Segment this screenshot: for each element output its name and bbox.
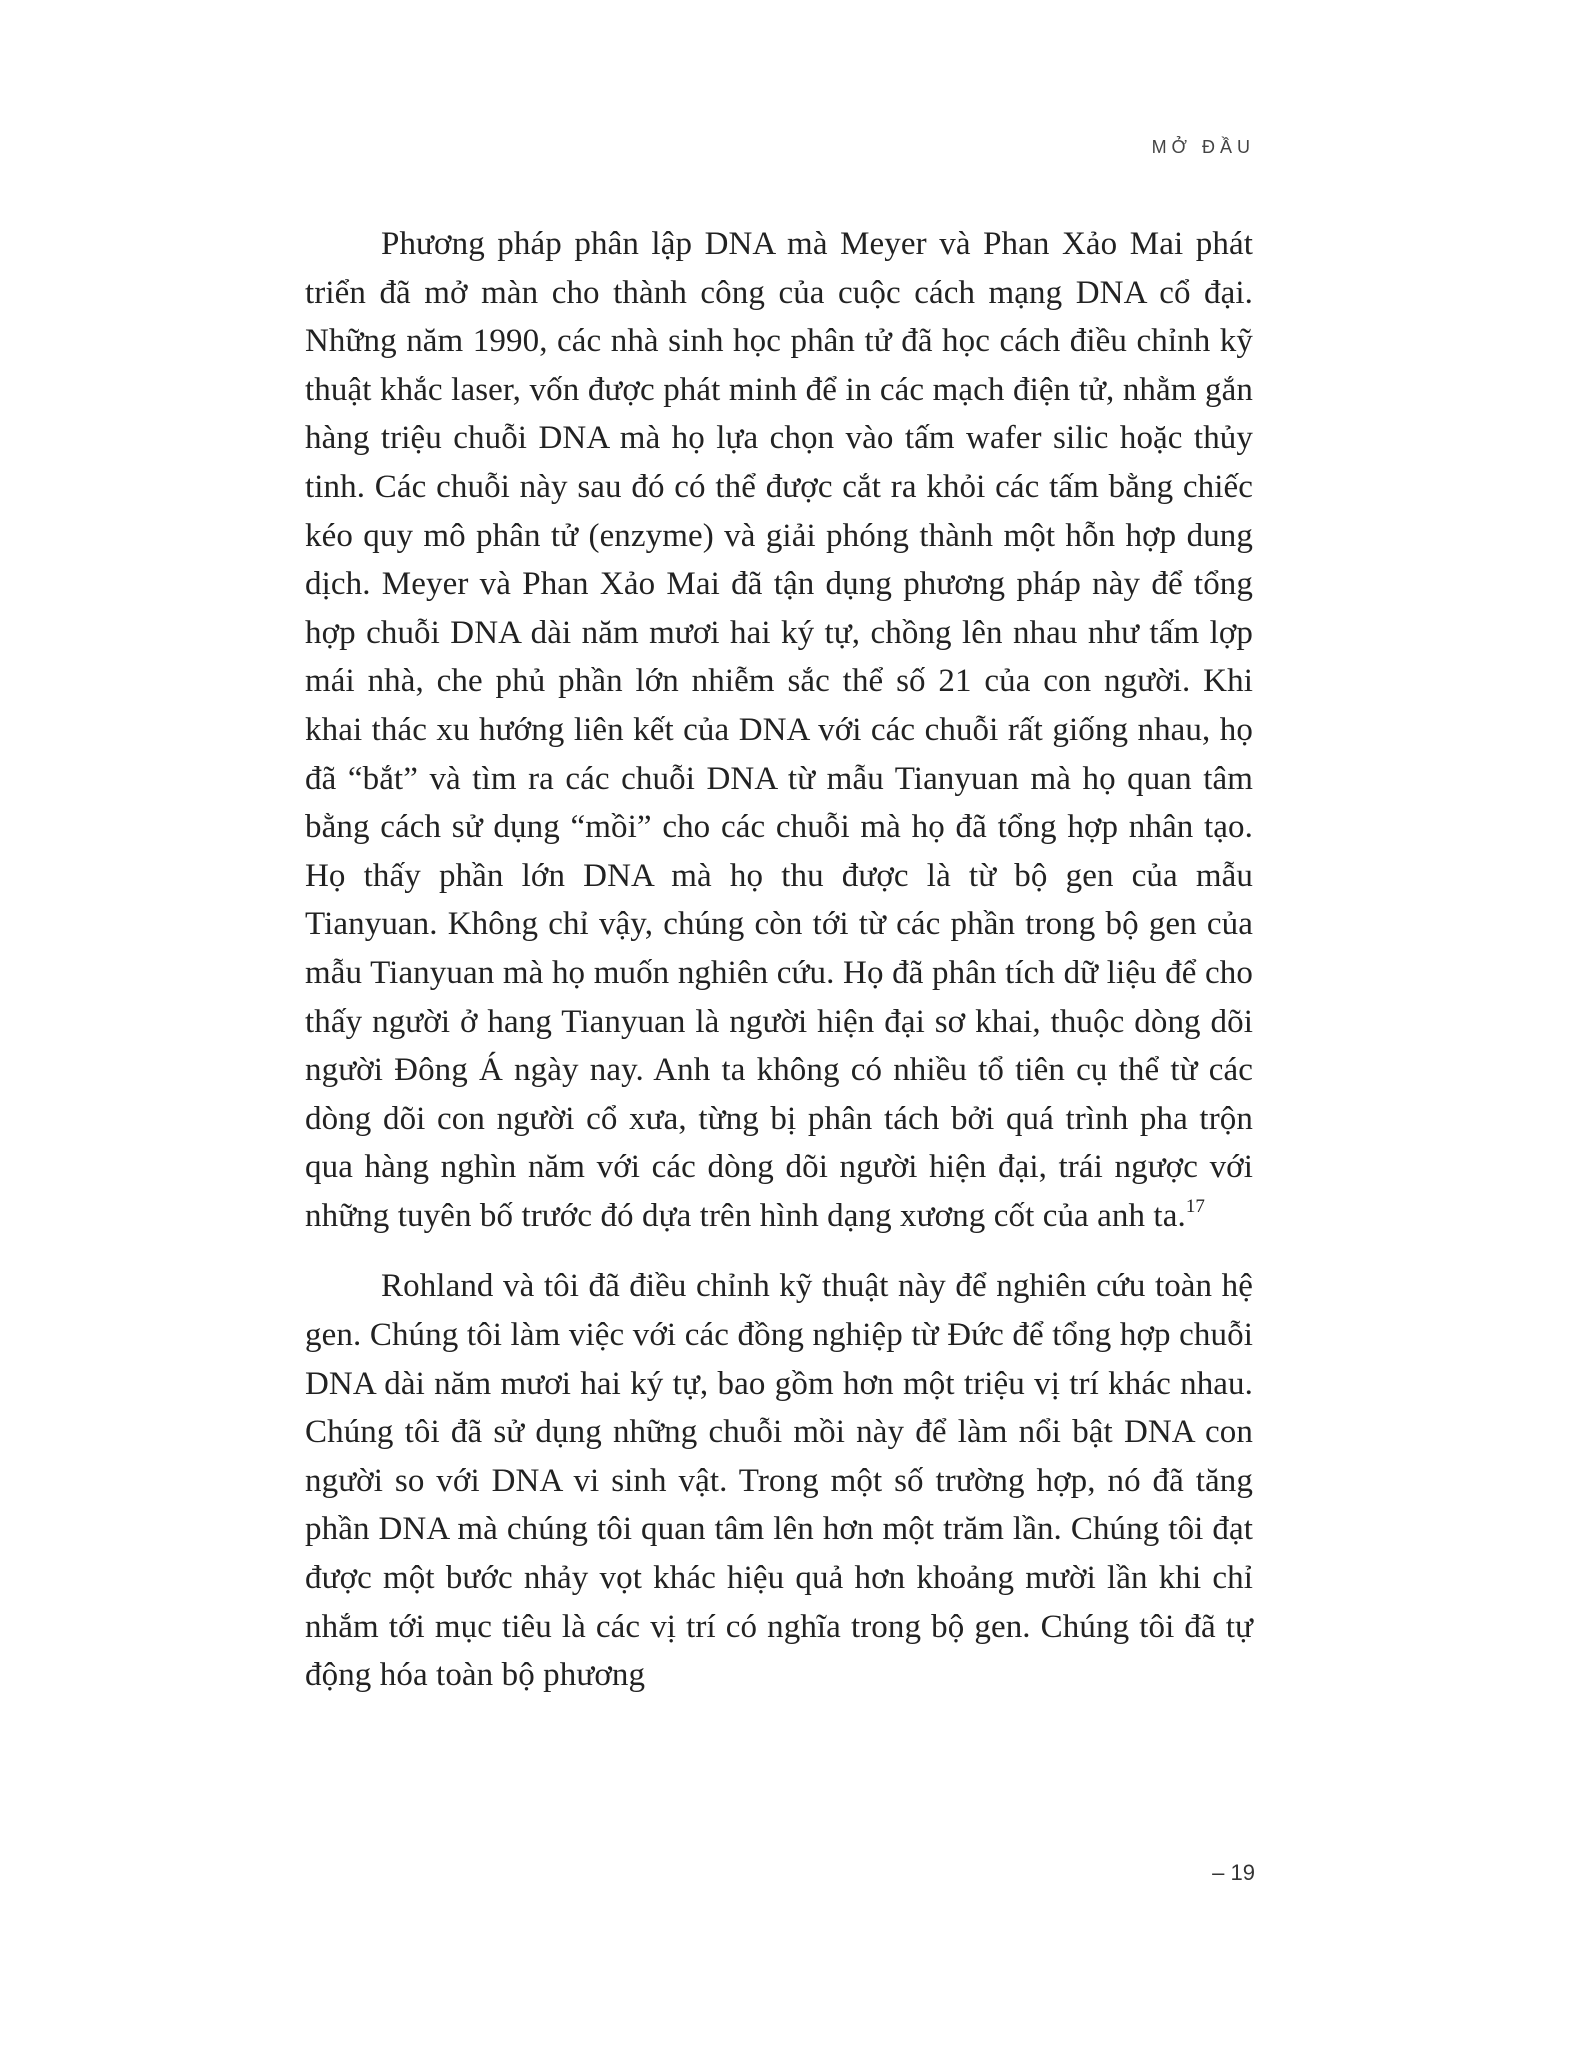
footnote-reference: 17 [1185, 1195, 1206, 1217]
running-header: MỞ ĐẦU [1151, 137, 1255, 157]
page-body [305, 220, 1253, 1700]
paragraph-1 [305, 220, 1253, 1240]
paragraph-2-text: Rohland và tôi đã điều chỉnh kỹ thuật này để nghiên cứu toàn hệ gen. Chúng tôi làm việc với các đồng nghiệp từ Đức để tổng hợp chuỗi DNA dài năm mươi hai ký tự, bao gồm hơn một triệu vị trí khác nhau. Chúng tôi đã sử dụng những chuỗi mồi này để làm nổi bật DNA con người so với DNA vi sinh vật. Trong một số trường hợp, nó đã tăng phần DNA mà chúng tôi quan tâm lên hơn một trăm lần. Chúng tôi đạt được một bước nhảy vọt khác hiệu quả hơn khoảng mười lần khi chỉ nhắm tới mục tiêu là các vị trí có nghĩa trong bộ gen. Chúng tôi đã tự động hóa toàn bộ phương [305, 1268, 1253, 1694]
paragraph-1-text: Phương pháp phân lập DNA mà Meyer và Phan Xảo Mai phát triển đã mở màn cho thành công của cuộc cách mạng DNA cổ đại. Những năm 1990, các nhà sinh học phân tử đã học cách điều chỉnh kỹ thuật khắc laser, vốn được phát minh để in các mạch điện tử, nhằm gắn hàng triệu chuỗi DNA mà họ lựa chọn vào tấm wafer silic hoặc thủy tinh. Các chuỗi này sau đó có thể được cắt ra khỏi các tấm bằng chiếc kéo quy mô phân tử (enzyme) và giải phóng thành một hỗn hợp dung dịch. Meyer và Phan Xảo Mai đã tận dụng phương pháp này để tổng hợp chuỗi DNA dài năm mươi hai ký tự, chồng lên nhau như tấm lợp mái nhà, che phủ phần lớn nhiễm sắc thể số 21 của con người. Khi khai thác xu hướng liên kết của DNA với các chuỗi rất giống nhau, họ đã “bắt” và tìm ra các chuỗi DNA từ mẫu Tianyuan mà họ quan tâm bằng cách sử dụng “mồi” cho các chuỗi mà họ đã tổng hợp nhân tạo. Họ thấy phần lớn DNA mà họ thu được là từ bộ gen của mẫu Tianyuan. Không chỉ vậy, chúng còn tới từ các phần trong bộ gen của mẫu Tianyuan mà họ muốn nghiên cứu. Họ đã phân tích dữ liệu để cho thấy người ở hang Tianyuan là người hiện đại sơ khai, thuộc dòng dõi người Đông Á ngày nay. Anh ta không có nhiều tổ tiên cụ thể từ các dòng dõi con người cổ xưa, từng bị phân tách bởi quá trình pha trộn qua hàng nghìn năm với các dòng dõi người hiện đại, trái ngược với những tuyên bố trước đó dựa trên hình dạng xương cốt của anh ta. [305, 226, 1253, 1234]
paragraph-2 [305, 1262, 1253, 1699]
page-number: – 19 [1212, 1860, 1255, 1885]
